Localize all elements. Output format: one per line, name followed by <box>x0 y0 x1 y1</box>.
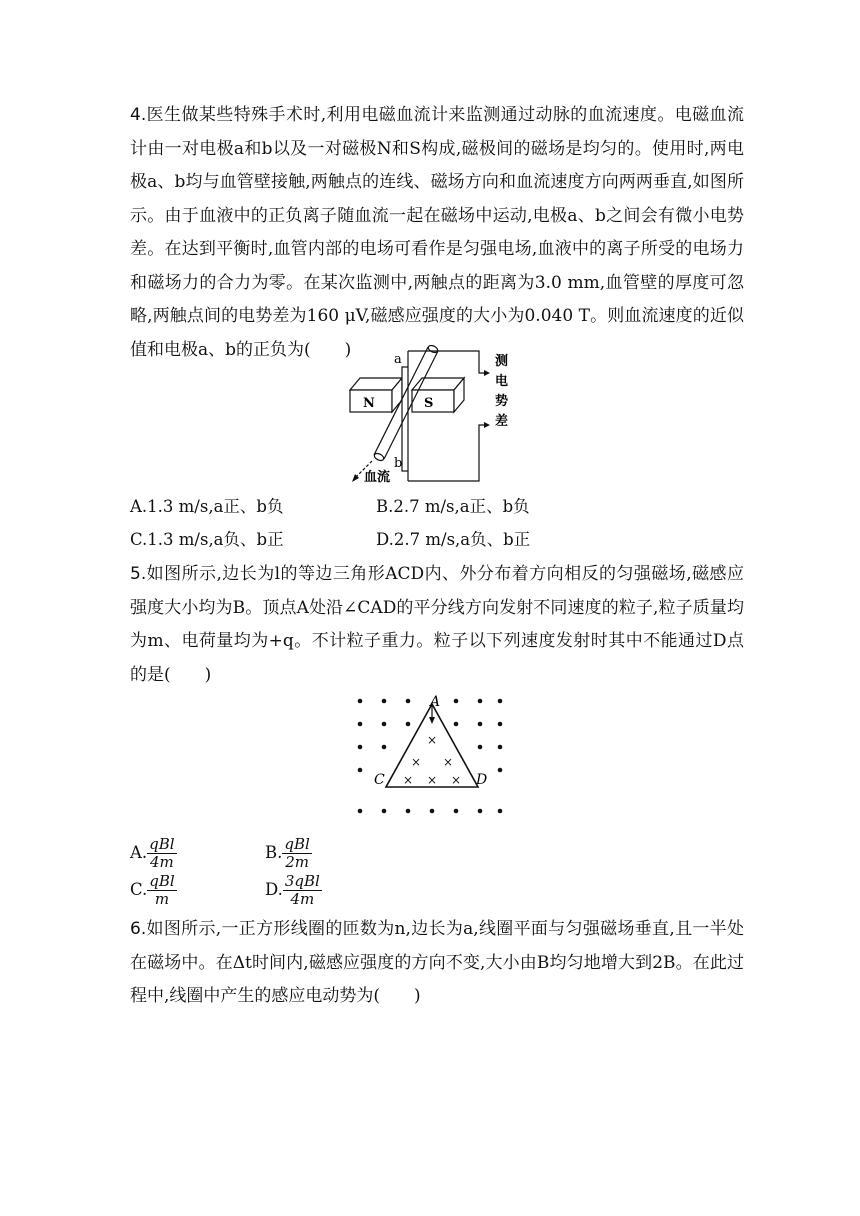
fraction-denominator: m <box>154 890 170 908</box>
fraction-numerator: qBl <box>149 835 175 853</box>
q5-option-c[interactable] <box>130 870 177 910</box>
svg-text:×: × <box>426 773 438 787</box>
label-measure-2: 电 <box>495 374 509 389</box>
question-5 <box>130 558 744 692</box>
dot-grid <box>358 699 503 814</box>
label-vertex-c: C <box>374 772 385 788</box>
q4-option-a[interactable]: A.1.3 m/s,a正、b负 <box>130 497 284 516</box>
label-b: b <box>394 456 403 471</box>
svg-text:×: × <box>450 773 462 787</box>
q4-option-c[interactable]: C.1.3 m/s,a负、b正 <box>130 530 284 549</box>
question-6 <box>130 913 744 1014</box>
fraction-numerator: qBl <box>149 872 175 890</box>
label-measure-4: 差 <box>495 414 509 429</box>
vessel-end-bottom <box>373 452 385 462</box>
q5-option-b-fraction <box>282 836 311 871</box>
question-4-body: 医生做某些特殊手术时,利用电磁血流计来监测通过动脉的血流速度。电磁血流计由一对电极a和b以及一对磁极N和S构成,磁极间的磁场是均匀的。使用时,两电极a、b均与血管壁接触,两触点的连线、磁场方向和血流速度方向两两垂直,如图所示。由于血液中的正负离子随血流一起在磁场中运动,电极a、b之间会有微小电势差。在达到平衡时,血管内部的电场可看作是匀强电场,血液中的离子所受的电场力和磁场力的合力为零。在某次监测中,两触点的距离为3.0 mm,血管壁的厚度可忽略,两触点间的电势差为160 μV,磁感应强度的大小为0.040 T。则血流速度的近似值和电极a、b的正负为( ) <box>130 105 744 360</box>
q4-option-d[interactable]: D.2.7 m/s,a负、b正 <box>376 530 531 549</box>
label-a: a <box>394 352 402 367</box>
fraction-denominator: 2m <box>285 853 309 871</box>
q5-option-d[interactable] <box>265 870 322 910</box>
question-5-text <box>130 558 744 692</box>
label-s: S <box>424 396 434 411</box>
question-6-body: 如图所示,一正方形线圈的匝数为n,边长为a,线圈平面与匀强磁场垂直,且一半处在磁场中。在Δt时间内,磁感应强度的方向不变,大小由B均匀地增大到2B。在此过程中,线圈中产生的感应电动势为( ) <box>130 919 744 1006</box>
question-6-number: 6. <box>130 919 147 939</box>
wire-bottom <box>408 425 486 481</box>
q5-option-a-prefix: A. <box>130 843 148 862</box>
label-n: N <box>363 396 375 411</box>
label-flow: 血流 <box>364 470 391 485</box>
q5-option-a[interactable] <box>130 833 177 873</box>
svg-text:×: × <box>410 755 422 769</box>
q5-option-d-prefix: D. <box>265 880 283 899</box>
triangle-field-figure <box>350 690 510 826</box>
q5-option-b[interactable] <box>265 833 312 873</box>
svg-text:×: × <box>402 773 414 787</box>
svg-text:×: × <box>442 755 454 769</box>
q5-option-c-prefix: C. <box>130 880 148 899</box>
q5-option-c-fraction <box>147 873 176 908</box>
question-4-number: 4. <box>130 105 147 125</box>
label-measure-1: 测 <box>495 354 509 369</box>
fraction-denominator: 4m <box>150 853 174 871</box>
q5-option-a-fraction <box>147 836 176 871</box>
question-5-number: 5. <box>130 564 147 584</box>
wire-arrow-bottom <box>484 422 490 428</box>
question-5-body: 如图所示,边长为l的等边三角形ACD内、外分布着方向相反的匀强磁场,磁感应强度大小均为B。顶点A处沿∠CAD的平分线方向发射不同速度的粒子,粒子质量均为m、电荷量均为+q。不计粒子重力。粒子以下列速度发射时其中不能通过D点的是( ) <box>130 564 744 685</box>
q4-option-b[interactable]: B.2.7 m/s,a正、b负 <box>376 497 530 516</box>
fraction-numerator: 3qBl <box>284 872 320 890</box>
fraction-numerator: qBl <box>284 835 310 853</box>
question-6-text <box>130 913 744 1014</box>
launch-arrow-head <box>429 717 435 724</box>
wire-top <box>408 351 486 373</box>
label-measure-3: 势 <box>495 394 509 409</box>
q5-option-d-fraction <box>283 873 322 908</box>
question-4-text <box>130 99 744 367</box>
wire-arrow-top <box>484 370 490 376</box>
flowmeter-figure <box>344 345 519 487</box>
label-vertex-d: D <box>476 772 488 788</box>
flow-arrow-head <box>352 474 359 482</box>
svg-text:×: × <box>426 733 438 747</box>
fraction-denominator: 4m <box>290 890 315 908</box>
electrode-plate <box>402 367 408 471</box>
q5-option-b-prefix: B. <box>265 843 283 862</box>
question-4 <box>130 99 744 367</box>
label-vertex-a: A <box>430 694 441 710</box>
